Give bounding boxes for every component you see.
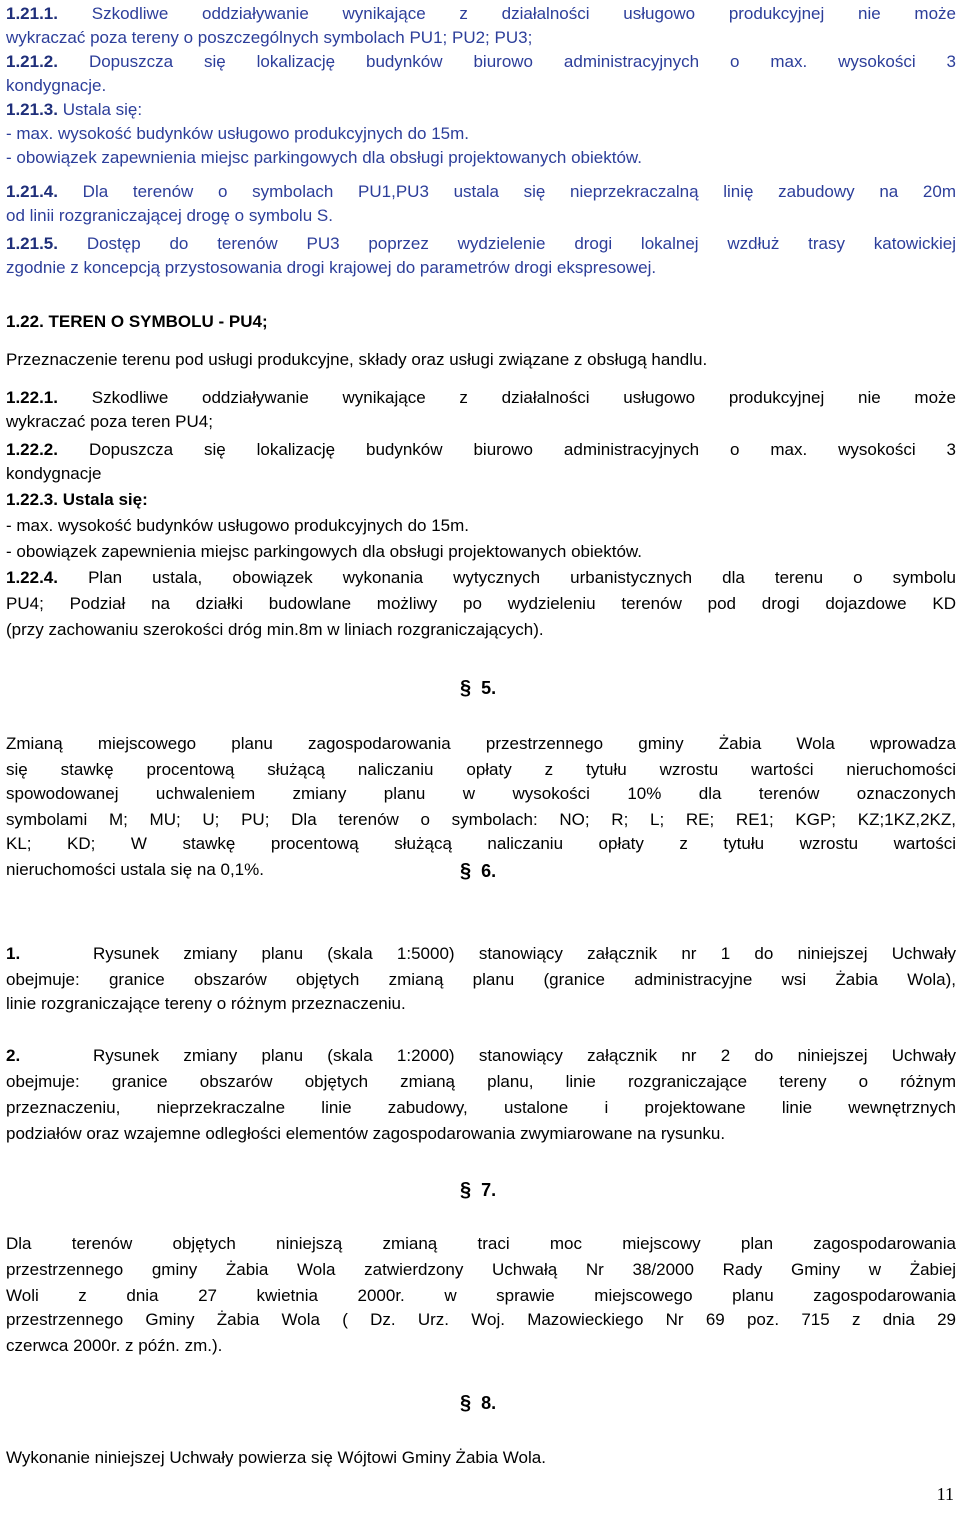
paragraph-5-line4: symbolami M; MU; U; PU; Dla terenów o symbolach: NO; R; L; RE; RE1; KGP; KZ;1KZ,2KZ, [6,810,956,829]
para-1-21-2-line1: 1.21.2. Dopuszcza się lokalizację budynków biurowo administracyjnych o max. wysokości 3 [6,52,956,71]
paragraph-6-item1-line2: obejmuje: granice obszarów objętych zmianą planu (granice administracyjne wsi Żabia Wola), [6,970,956,989]
para-1-21-4-line1: 1.21.4. Dla terenów o symbolach PU1,PU3 ustala się nieprzekraczalną linię zabudowy na 20m [6,182,956,201]
para-1-22-2-line1: 1.22.2. Dopuszcza się lokalizację budynków biurowo administracyjnych o max. wysokości 3 [6,440,956,459]
section-sign-icon: § [460,860,472,882]
paragraph-8-line1: Wykonanie niniejszej Uchwały powierza się Wójtowi Gminy Żabia Wola. [6,1448,546,1467]
para-1-21-5-line2: zgodnie z koncepcją przystosowania drogi krajowej do parametrów drogi ekspresowej. [6,258,657,277]
paragraph-7-line1: Dla terenów objętych niniejszą zmianą traci moc miejscowy plan zagospodarowania [6,1234,956,1253]
para-1-22-3-bullet1: - max. wysokość budynków usługowo produkcyjnych do 15m. [6,516,469,535]
para-1-21-3-bullet2: - obowiązek zapewnienia miejsc parkingowych dla obsługi projektowanych obiektów. [6,148,642,167]
paragraph-5-line6: nieruchomości ustala się na 0,1%. [6,860,264,879]
paragraph-6-item2-line1: 2. Rysunek zmiany planu (skala 1:2000) stanowiący załącznik nr 2 do niniejszej Uchwały [6,1046,956,1065]
paragraph-6-item1-line3: linie rozgraniczające tereny o różnym przeznaczeniu. [6,994,406,1013]
section-sign-icon: § [460,1179,472,1201]
para-1-21-1-line2: wykraczać poza tereny o poszczególnych symbolach PU1; PU2; PU3; [6,28,533,47]
para-1-22-3-bullet2: - obowiązek zapewnienia miejsc parkingowych dla obsługi projektowanych obiektów. [6,542,642,561]
para-1-21-2-line2: kondygnacje. [6,76,107,95]
para-1-21-3: 1.21.3. Ustala się: [6,100,143,119]
paragraph-6-item2-line4: podziałów oraz wzajemne odległości elementów zagospodarowania zwymiarowane na rysunku. [6,1124,726,1143]
paragraph-7-line3: Woli z dnia 27 kwietnia 2000r. w sprawie miejscowego planu zagospodarowania [6,1286,956,1305]
para-1-22-4-line3: (przy zachowaniu szerokości dróg min.8m w liniach rozgraniczających). [6,620,544,639]
paragraph-7-line4: przestrzennego Gminy Żabia Wola ( Dz. Urz. Woj. Mazowieckiego Nr 69 poz. 715 z dnia 29 [6,1310,956,1329]
para-1-22-4-line2: PU4; Podział na działki budowlane możliwy po wydzieleniu terenów pod drogi dojazdowe KD [6,594,956,613]
para-1-21-4-line2: od linii rozgraniczającej drogę o symbolu S. [6,206,333,225]
para-1-21-5-line1: 1.21.5. Dostęp do terenów PU3 poprzez wydzielenie drogi lokalnej wzdłuż trasy katowickiej [6,234,956,253]
para-1-21-3-bullet1: - max. wysokość budynków usługowo produkcyjnych do 15m. [6,124,469,143]
section-1-22-intro: Przeznaczenie terenu pod usługi produkcyjne, składy oraz usługi związane z obsługą handlu. [6,350,708,369]
paragraph-6-item2-line3: przeznaczeniu, nieprzekraczalne linie zabudowy, ustalone i projektowane linie wewnętrznych [6,1098,956,1117]
paragraph-5-heading: § 5. [460,677,497,699]
para-1-22-3: 1.22.3. Ustala się: [6,490,148,509]
para-1-21-1-line1: 1.21.1. Szkodliwe oddziaływanie wynikające z działalności usługowo produkcyjnej nie może [6,4,956,23]
paragraph-5-line3: spowodowanej uchwaleniem zmiany planu w wysokości 10% dla terenów oznaczonych [6,784,956,803]
section-1-22-heading: 1.22. TEREN O SYMBOLU - PU4; [6,312,268,331]
para-1-22-2-line2: kondygnacje [6,464,102,483]
para-1-22-1-line1: 1.22.1. Szkodliwe oddziaływanie wynikające z działalności usługowo produkcyjnej nie może [6,388,956,407]
para-1-22-4-line1: 1.22.4. Plan ustala, obowiązek wykonania wytycznych urbanistycznych dla terenu o symbolu [6,568,956,587]
paragraph-5-line2: się stawkę procentową służącą naliczaniu opłaty z tytułu wzrostu wartości nieruchomości [6,760,956,779]
paragraph-7-line2: przestrzennego gminy Żabia Wola zatwierdzony Uchwałą Nr 38/2000 Rady Gminy w Żabiej [6,1260,956,1279]
paragraph-6-heading: § 6. [460,860,497,882]
section-sign-icon: § [460,677,472,699]
paragraph-8-heading: § 8. [460,1392,497,1414]
page-number: 11 [936,1484,954,1504]
paragraph-5-line5: KL; KD; W stawkę procentową służącą naliczaniu opłaty z tytułu wzrostu wartości [6,834,956,853]
para-1-22-1-line2: wykraczać poza teren PU4; [6,412,213,431]
paragraph-7-heading: § 7. [460,1179,497,1201]
section-sign-icon: § [460,1392,472,1414]
paragraph-7-line5: czerwca 2000r. z późn. zm.). [6,1336,223,1355]
paragraph-5-line1: Zmianą miejscowego planu zagospodarowania przestrzennego gminy Żabia Wola wprowadza [6,734,956,753]
paragraph-6-item2-line2: obejmuje: granice obszarów objętych zmianą planu, linie rozgraniczające tereny o różnym [6,1072,956,1091]
paragraph-6-item1-line1: 1. Rysunek zmiany planu (skala 1:5000) stanowiący załącznik nr 1 do niniejszej Uchwały [6,944,956,963]
